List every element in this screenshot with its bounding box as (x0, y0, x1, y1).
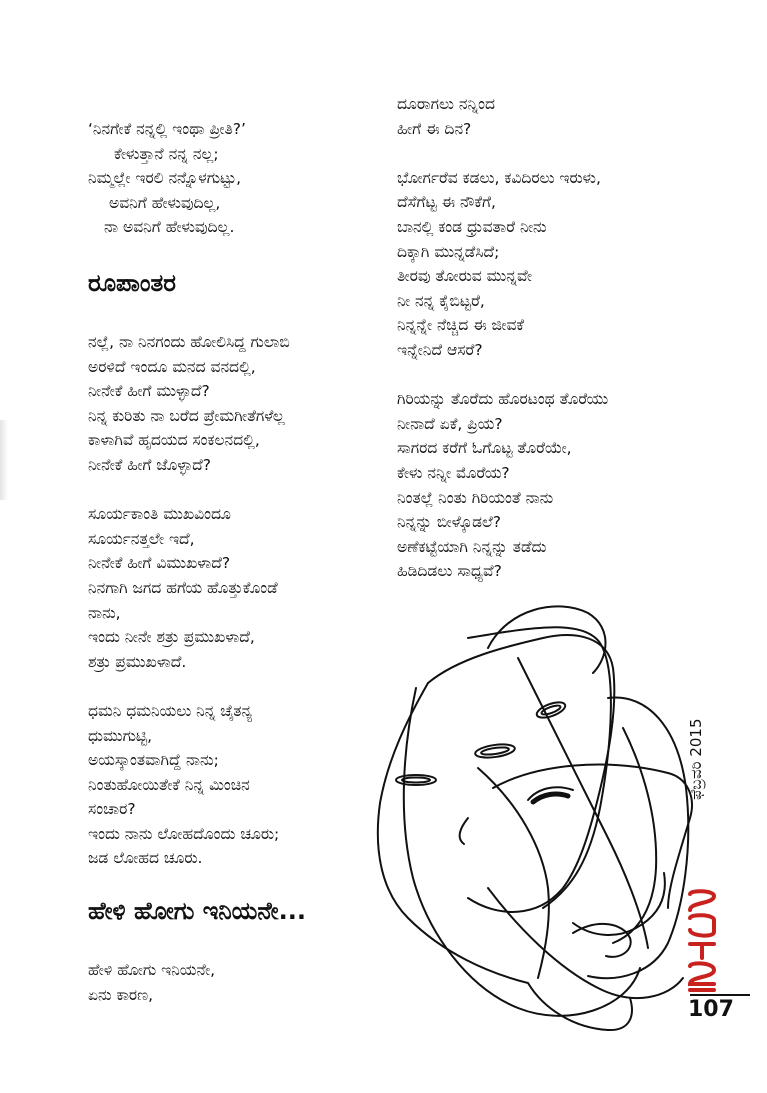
poem-line: ಶತ್ರು ಪ್ರಮುಖಳಾದೆ. (88, 652, 187, 671)
sketch-outline-left-face (428, 635, 614, 912)
poem-heli-hogu-start (88, 958, 215, 1007)
logo-lettering (690, 891, 714, 990)
poem-line: ನೀನೇಕೆ ಹೀಗೆ ವಿಮುಖಳಾದೆ? (88, 554, 231, 573)
sketch-bottom-squiggle (573, 924, 631, 957)
poem-line: ಅರಳಿದೆ ಇಂದೂ ಮನದ ವನದಲ್ಲಿ, (88, 357, 256, 376)
right-column (397, 92, 727, 584)
sketch-eye-mid (474, 742, 515, 759)
poem-line: ನಿನಗಾಗಿ ಜಗದ ಹಗೆಯ ಹೊತ್ತುಕೊಂಡೆ (88, 578, 278, 597)
sketch-outline-frame (404, 688, 640, 1016)
poem-line: ನಿಂತುಹೋಯಿತೇಕೆ ನಿನ್ನ ಮಿಂಚಿನ (88, 775, 250, 794)
poem-line: ನೀನೇಕೆ ಹೀಗೆ ಜೊಳ್ಳಾದೆ? (88, 455, 212, 474)
faces-line-art-illustration (368, 588, 698, 1033)
sketch-nose (460, 818, 468, 844)
poem-line: ನಲ್ಲೆ, ನಾ ನಿನಗಂದು ಹೋಲಿಸಿದ್ದ ಗುಲಾಬಿ (88, 333, 290, 351)
poem-stanza (88, 330, 388, 478)
poem-line: ನಿನ್ನನ್ನೇ ನೆಚ್ಚಿದ ಈ ಜೀವಕೆ (397, 316, 524, 335)
poem-line: ಕೇಳು ನನ್ನೀ ಮೊರೆಯ? (397, 463, 510, 482)
poem-line: ದೂರಾಗಲು ನನ್ನಿಂದ (397, 95, 496, 113)
sketch-strokes-right (613, 728, 656, 943)
poem-stanza (397, 166, 727, 363)
sketch-mouth-fill (533, 794, 568, 802)
poem-intro-stanza (88, 117, 388, 240)
poem-line: ಕೇಳುತ್ತಾನೆ ನನ್ನ ನಲ್ಲ; (114, 144, 219, 163)
poem-line: ಭೋರ್ಗರೆವ ಕಡಲು, ಕವಿದಿರಲು ಇರುಳು, (397, 168, 601, 187)
sketch-eye-left-inner (402, 778, 430, 783)
poem-line: ಹೀಗೆ ಈ ದಿನ? (397, 119, 472, 138)
poem-line: ಸಂಚಾರ? (88, 800, 136, 819)
poem-line: ನಾ ಅವನಿಗೆ ಹೇಳುವುದಿಲ್ಲ. (104, 218, 235, 237)
poem-line: ಬಾನಲ್ಲಿ ಕಂಡ ಧ್ರುವತಾರೆ ನೀನು (397, 217, 547, 236)
poem-line: ಸೂರ್ಯಕಾಂತಿ ಮುಖವಿಂದೂ (88, 505, 231, 524)
poem-rupantara (88, 330, 388, 871)
sketch-outline-right-face (588, 698, 688, 979)
poem-line: ಅಯಸ್ಕಾಂತವಾಗಿದ್ದೆ ನಾನು; (88, 751, 219, 770)
poem-line: ನಿನ್ನ ಕುರಿತು ನಾ ಬರೆದ ಪ್ರೇಮಗೀತೆಗಳೆಲ್ಲ (88, 406, 285, 425)
poem-line: ಕಾಳಾಗಿವೆ ಹೃದಯದ ಸಂಕಲನದಲ್ಲಿ, (88, 431, 260, 450)
poem-line: ನಿಂತಲ್ಲೆ ನಿಂತು ಗಿರಿಯಂತೆ ನಾನು (397, 488, 554, 507)
poem-line: ಹಿಡಿದಿಡಲು ಸಾಧ್ಯವೆ? (397, 562, 502, 581)
poem-line: ನೀ ನನ್ನ ಕೈಬಿಟ್ಟರೆ, (397, 291, 485, 310)
poem-line: ಇಂದು ನೀನೇ ಶತ್ರು ಪ್ರಮುಖಳಾದೆ, (88, 628, 255, 647)
poem-stanza (88, 502, 388, 674)
poem-line: ದೆಸೆಗೆಟ್ಟ ಈ ನೌಕೆಗೆ, (397, 193, 496, 212)
poem-line: ನೀನಾದೆ ಏಕೆ, ಪ್ರಿಯ? (397, 414, 503, 433)
poem-line: ಸೂರ್ಯನತ್ತಲೇ ಇದೆ, (88, 529, 195, 548)
poem-stanza (397, 92, 727, 141)
poem-line: ನೀನೇಕೆ ಹೀಗೆ ಮುಳ್ಳಾದೆ? (88, 382, 210, 401)
sketch-outline-tall (468, 627, 611, 908)
left-column (88, 117, 388, 265)
poem-line: ನಿಮ್ಮಲ್ಲೇ ಇರಲಿ ನನ್ನೊಳಗುಟ್ಟು, (88, 169, 242, 188)
poem-line: ಸಾಗರದ ಕರೆಗೆ ಓಗೊಟ್ಟ ತೊರೆಯೇ, (397, 439, 572, 458)
poem-line: ಏನು ಕಾರಣ, (88, 985, 154, 1004)
poem-line: ಅಣೆಕಟ್ಟೆಯಾಗಿ ನಿನ್ನನ್ನು ತಡೆದು (397, 537, 547, 556)
page-number: 107 (688, 997, 734, 1022)
poem-line: ಧಮನಿ ಧಮನಿಯಲು ನಿನ್ನ ಚೈತನ್ಯ (88, 701, 253, 720)
sketch-strokes-diag (518, 658, 648, 948)
poem-stanza (88, 699, 388, 871)
mayura-magazine-logo (684, 888, 720, 994)
poem-line: ಹೇಳಿ ಹೋಗು ಇನಿಯನೇ, (88, 961, 216, 979)
page-edge-shadow (0, 420, 8, 500)
poem-line: ತೀರವು ತೋರುವ ಮುನ್ನವೇ (397, 267, 533, 286)
poem-line: ನಾನು, (88, 603, 121, 622)
poem-line: ದಿಕ್ಕಾಗಿ ಮುನ್ನಡೆಸಿದೆ; (397, 242, 500, 261)
poem-line: ಧುಮುಗುಟ್ಟಿ, (88, 726, 153, 745)
poem-line: ನಿನ್ನನ್ನು ಬೀಳ್ಕೊಡಲೆ? (397, 513, 501, 532)
poem-line: ಇನ್ನೇನಿದೆ ಆಸರೆ? (397, 340, 483, 359)
poem-line: ಅವನಿಗೆ ಹೇಳುವುದಿಲ್ಲ, (109, 193, 221, 212)
poem-line: ಗಿರಿಯನ್ನು ತೊರೆದು ಹೊರಟಂಥ ತೊರೆಯು (397, 390, 609, 409)
sketch-strokes-bottom (488, 888, 683, 998)
poem-line: ಜಡ ಲೋಹದ ಚೂರು. (88, 849, 203, 868)
poem-title-heli-hogu: ಹೇಳಿ ಹೋಗು ಇನಿಯನೇ... (88, 897, 306, 925)
issue-date: ಫೆಬ್ರವರಿ 2015 (687, 718, 705, 800)
sketch-loop-top (488, 606, 606, 673)
poem-line: ‘ನಿನಗೇಕೆ ನನ್ನಲ್ಲಿ ಇಂಥಾ ಪ್ರೀತಿ?’ (88, 120, 246, 138)
poem-line: ಇಂದು ನಾನು ಲೋಹದೊಂದು ಚೂರು; (88, 824, 280, 843)
poem-stanza (397, 387, 727, 584)
poem-title-rupantara: ರೂಪಾಂತರ (88, 269, 176, 297)
